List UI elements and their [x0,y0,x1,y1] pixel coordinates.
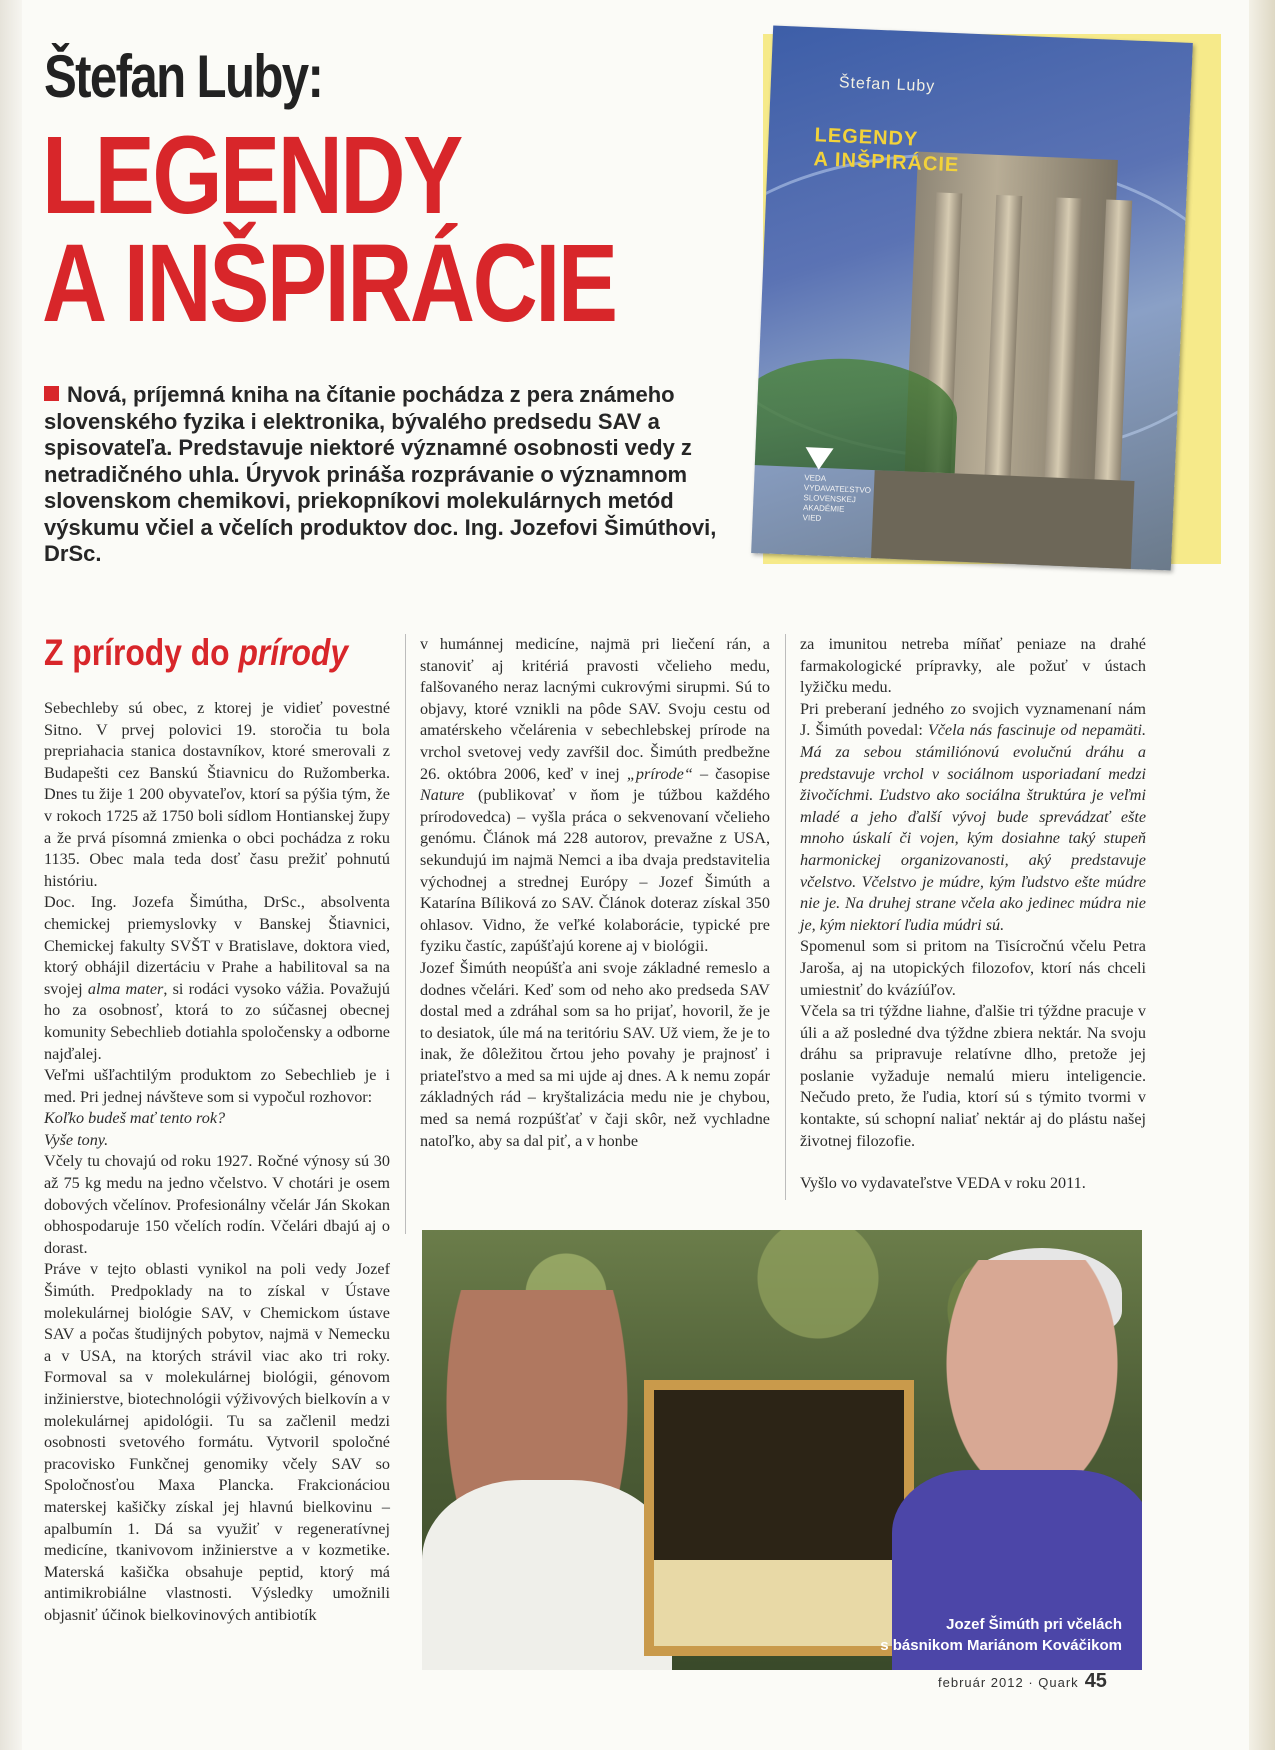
book-cover-title-line-2: A INŠPIRÁCIE [813,148,960,177]
article-column-3 [800,634,1146,1195]
photo-caption [880,1614,1122,1656]
publisher-logo-block [802,447,915,528]
page-footer [938,1670,1107,1693]
paragraph-text: (publikovať v ňom je túžbou každého prírodovedca) – vyšla práca o sekvenovaní včelieho genómu. Článok má 228 autorov, prevažne z USA, sekundujú im najmä Nemci a iba dvaja predstavitelia východnej a strednej Európy – Jozef Šimúth a Katarína Bíliková zo SAV. Článok doteraz získal 350 ohlasov. Vidno, že veľké kolaborácie, typické pre fyziku častíc, zapúšťajú korene aj v biológii. [420,786,770,956]
paragraph [44,892,390,1065]
beekeepers-photo [422,1230,1142,1670]
photo-caption-line-1: Jozef Šimúth pri včelách [946,1616,1122,1633]
paragraph: Vyšlo vo vydavateľstve VEDA v roku 2011. [800,1174,1086,1193]
dialogue-italic: Koľko budeš mať tento rok? [44,1109,226,1128]
book-cover-author: Štefan Luby [838,74,936,96]
publisher-line: SLOVENSKEJ [803,493,857,505]
quote-italic: Včela nás fascinuje od nepamäti. Má za sebou stámiliónovú evolučnú dráhu a predstavuje vrchol v sociálnom usporiadaní medzi živočíchmi. Ľudstvo ako sociálna štruktúra je veľmi mladé a jeho ďalší vývoj bude sprevádzať ešte mnoho úskalí či vojen, kým dosiahne taký stupeň harmonickej organizovanosti, aký predstavuje včelstvo. Včelstvo je múdre, kým ľudstvo ešte múdre nie je. Na druhej strane včela ako jedinec múdra nie je, kým niektorí ľudia múdri sú. [800,721,1146,934]
section-heading-plain: Z prírody do [44,632,239,673]
book-cover-image [751,25,1193,570]
paragraph: za imunitou netreba míňať peniaze na drahé farmakologické prípravky, ale požuť v ústach lyžičku medu. [800,635,1146,697]
paragraph: Spomenul som si pritom na Tisícročnú včelu Petra Jaroša, aj na utopických filozofov, ktorí nás chceli umiestniť do kvázíúľov. [800,937,1146,999]
article-author-heading: Štefan Luby: [44,43,323,110]
article-column-2 [420,634,770,1152]
article-title-line-1: LEGENDY [42,114,461,237]
paragraph-italic: „prírode“ [626,764,693,783]
paragraph: Včely tu chovajú od roku 1927. Ročné výnosy sú 30 až 75 kg medu na jedno včelstvo. V chotári je osem dobových včelínov. Profesionálny včelár Ján Skokan obhospodaruje 150 včelích rodín. Včelári dbajú aj o dorast. [44,1152,390,1257]
page-right-edge [1249,0,1275,1750]
page-number: 45 [1084,1670,1107,1692]
paragraph: Sebechleby sú obec, z ktorej je vidieť povestné Sitno. V prvej polovici 19. storočia tu bola prepriahacia stanica dostavníkov, ktoré smerovali z Budapešti cez Banskú Štiavnicu do Ružomberka. Dnes tu žije 1 200 obyvateľov, ktorí sa pýšia tým, že v rokoch 1725 až 1750 boli sídlom Hontianskej župy a že prvá písomná zmienka o obci pochádza z roku 1135. Obec mala teda dosť času prežiť pohnutú históriu. [44,699,390,890]
paragraph [420,634,770,958]
issue-info: február 2012 · Quark [938,1675,1079,1690]
column-divider [785,634,786,1200]
publisher-line: VIED [802,513,822,523]
paragraph-text: v humánnej medicíne, najmä pri liečení rán, a stanoviť aj kritériá pravosti včelieho medu, falšovaného neraz lacnými cukrovými sirupmi. Sú to objavy, ktoré vznikli na pôde SAV. Svoju cestu od amatérskeho včelárenia v sebechlebskej prírode na vrchol svetovej vedy zavŕšil doc. Šimúth predbežne 26. októbra 2006, keď v inej [420,635,770,783]
paragraph-italic: Nature [420,786,465,805]
paragraph: Včela sa tri týždne liahne, ďalšie tri týždne pracuje v úli a až posledné dva týždne zbiera nektár. Na svoju dráhu sa pripravuje relatívne dlho, pretože jej poslanie vyžaduje nemalú mieru inteligencie. Nečudo preto, že ľudia, ktorí sú s týmito tvormi v kontakte, sú schopní naliať nektár aj do plástu našej životnej filozofie. [800,1002,1146,1150]
section-heading [44,632,348,674]
lead-paragraph [44,382,744,568]
paragraph-text: Doc. Ing. Jozefa Šimútha, DrSc., absolventa chemickej priemyslovky v Banskej Štiavnici, Chemickej fakulty SVŠT v Bratislave, doktora vied, ktorý obhájil dizertáciu v Prahe a habilitoval sa na svojej [44,893,390,998]
paragraph-text: , si rodáci vysoko vážia. Považujú ho za osobnosť, ktorá to zo súčasnej obecnej komunity Sebechlieb dotiahla spoločensky a odborne najďalej. [44,979,391,1063]
lead-text: Nová, príjemná kniha na čítanie pochádza z pera známeho slovenského fyzika i elektronika, bývalého predsedu SAV a spisovateľa. Predstavuje niektoré významné osobnosti vedy z netradičného uhla. Úryvok prináša rozprávanie o významnom slovenskom chemikovi, priekopníkovi molekulárnych metód výskumu včiel a včelích produktov doc. Ing. Jozefovi Šimúthovi, DrSc. [44,382,717,566]
publisher-line: VEDA [804,473,827,484]
paragraph-text: – časopise [692,764,770,783]
dialogue-line [44,1130,390,1152]
paragraph: Práve v tejto oblasti vynikol na poli vedy Jozef Šimúth. Predpoklady na to získal v Ústave molekulárnej biológie SAV, v Chemickom ústave SAV a počas študijných pobytov, najmä v Nemecku a v USA, na ktorých strávil viac ako tri roky. Formoval sa v molekulárnej biológii, génovom inžinierstve, biotechnológii výživových bielkovín a v molekulárnej apidológii. Tu sa začlenil medzi osobnosti svetového formátu. Vytvoril spoločné pracovisko Funkčnej genomiky včely SAV so Spoločnosťou Maxa Plancka. Frakcionáciou materskej kašičky získal jej hlavnú bielkovinu – apalbumín 1. Dá sa využiť v regeneratívnej medicíne, tkanivovom inžinierstve a v kozmetike. Materská kašička obsahuje peptid, ktorý má antimikrobiálne vlastnosti. Výsledky umožnili objasniť účinok bielkovinových antibiotík [44,1260,390,1624]
paragraph [800,699,1146,937]
article-title [42,114,616,345]
dialogue-line [44,1108,390,1130]
publisher-line: AKADÉMIE [802,503,845,514]
photo-person-left-shirt [422,1480,672,1670]
column-divider [405,634,406,1234]
paragraph-text: Pri preberaní jedného zo svojich vyznamenaní nám J. Šimúth povedal: [800,699,1146,740]
page-left-edge [0,0,22,1750]
paragraph: Jozef Šimúth neopúšťa ani svoje základné remeslo a dodnes včelári. Keď som od neho ako predseda SAV dostal med a zdráhal som sa ho prijať, hovoril, že je to desiatok, úle má na teritóriu SAV. Už viem, že je to inak, že dôležitou črtou jeho povahy je prajnosť i priateľstvo a med sa mi ujde aj dnes. A k nemu zopár základných rád – kryštalizácia medu nie je chybou, med sa nemá rozpúšťať v čaji skôr, než vychladne natoľko, aby sa dal piť, a v honbe [420,958,770,1150]
book-cover-title [813,123,961,177]
lead-square-icon [44,386,59,401]
publisher-logo-icon [805,447,834,470]
section-heading-italic: prírody [238,632,349,673]
dialogue-italic: Vyše tony. [44,1130,109,1149]
book-cover-title-line-1: LEGENDY [814,124,919,151]
paragraph: Veľmi ušľachtilým produktom zo Sebechlieb je i med. Pri jednej návšteve som si vypočul rozhovor: [44,1066,390,1106]
photo-honeycomb [654,1560,904,1646]
publisher-line: VYDAVATEĽSTVO [803,483,872,495]
article-title-line-2: A INŠPIRÁCIE [42,222,616,345]
paragraph-italic: alma mater [87,979,164,998]
photo-caption-line-2: s básnikom Mariánom Kováčikom [880,1637,1122,1654]
article-column-1 [44,698,390,1627]
